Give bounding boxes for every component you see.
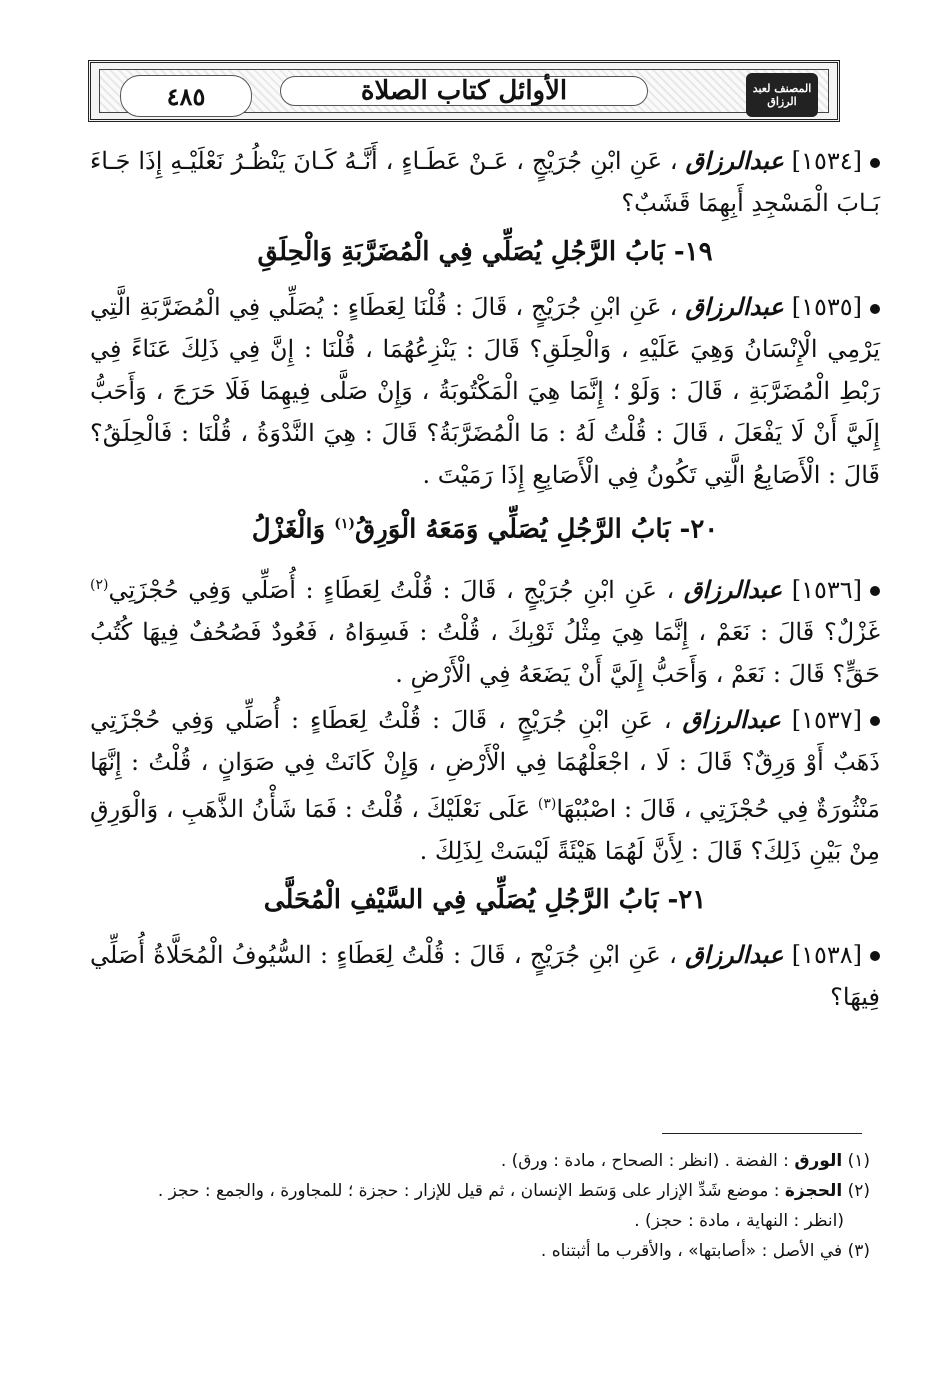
footnote-term: الحجزة bbox=[784, 1181, 843, 1201]
page-header bbox=[88, 60, 840, 122]
footnote-divider bbox=[662, 1133, 862, 1134]
hadith-1534 bbox=[90, 140, 880, 224]
hadith-number: [١٥٣٤] bbox=[791, 147, 862, 175]
hadith-text: ، عَنِ ابْنِ جُرَيْجٍ ، قَالَ : قُلْتُ لِعَطَاءٍ : السُّيُوفُ الْمُحَلَّاةُ أُصَلِّي فِيهَا؟ bbox=[90, 940, 880, 1011]
footnote-marker: (٣) bbox=[537, 795, 557, 812]
hadith-text: ، عَنِ ابْنِ جُرَيْجٍ ، قَالَ : قُلْتُ لِعَطَاءٍ : أُصَلِّي وَفِي حُجْزَتِي ذَهَبٌ أَوْ وَرِقٌ؟ قَالَ : لَا ، اجْعَلْهُمَا فِي الْأَرْضِ ، وَإِنْ كَانَتْ فِي صَوَانٍ ، قُلْتُ : إِنَّهَا مَنْثُورَةٌ فِي حُجْزَتِي ، قَالَ : اصْبُبْهَا bbox=[90, 705, 880, 823]
footnote-2-continued: (انظر : النهاية ، مادة : حجز) . bbox=[634, 1211, 844, 1231]
running-title-box bbox=[280, 76, 648, 106]
footnote-text: : الفضة . (انظر : الصحاح ، مادة : ورق) . bbox=[500, 1151, 795, 1171]
narrator-name: عبدالرزاق bbox=[682, 704, 781, 734]
page-number: ٤٨٥ bbox=[120, 75, 252, 117]
hadith-text: ، عَنِ ابْنِ جُرَيْجٍ ، قَالَ : قُلْتُ لِعَطَاءٍ : أُصَلِّي وَفِي حُجْزَتِي bbox=[108, 575, 675, 604]
hadith-1536 bbox=[90, 564, 880, 695]
chapter-title-tail: وَالْغَزْلُ bbox=[251, 514, 335, 545]
chapter-heading-20 bbox=[90, 502, 880, 552]
hadith-text-cont: غَزْلٌ؟ قَالَ : نَعَمْ ، إِنَّمَا هِيَ مِثْلُ ثَوْبِكَ ، قُلْتُ : فَسِوَاهُ ، فَعُودٌ فَصُحُفٌ فِيهَا كُتُبُ حَقٍّ؟ قَالَ : نَعَمْ ، وَأَحَبُّ إِلَيَّ أَنْ يَضَعَهُ فِي الْأَرْضِ . bbox=[90, 617, 880, 688]
main-text bbox=[90, 140, 880, 1022]
hadith-number: [١٥٣٧] bbox=[791, 705, 862, 734]
hadith-number: [١٥٣٨] bbox=[791, 940, 863, 969]
footnote-marker: (٢) bbox=[90, 576, 109, 593]
narrator-name: عبدالرزاق bbox=[685, 146, 784, 175]
footnote-1 bbox=[90, 1146, 870, 1176]
hadith-number: [١٥٣٥] bbox=[791, 293, 862, 321]
hadith-text: ، عَنِ ابْنِ جُرَيْجٍ ، عَـنْ عَطَـاءٍ ، أَنَّـهُ كَـانَ يَنْظُـرُ نَعْلَيْـهِ إِذَا جَـاءَ بَـابَ الْمَسْجِدِ أَبِهِمَا قَشَبٌ؟ bbox=[90, 147, 880, 217]
narrator-name: عبدالرزاق bbox=[685, 939, 784, 969]
footnote-text: : موضع شَدِّ الإزار على وَسَط الإنسان ، ثم قيل للإزار : حجزة ؛ للمجاورة ، والجمع : حجز . bbox=[157, 1181, 785, 1201]
hadith-text: ، عَنِ ابْنِ جُرَيْجٍ ، قَالَ : قُلْنَا لِعَطَاءٍ : يُصَلِّي فِي الْمُضَرَّبَةِ الَّتِي يَرْمِي الْإِنْسَانُ وَهِيَ عَلَيْهِ ، وَالْحِلَقِ؟ قَالَ : يَنْزِعُهُمَا ، قُلْنَا : إِنَّ فِي ذَلِكَ عَنَاءً فِي رَبْطِ الْمُضَرَّبَةِ ، قَالَ : وَلَوْ ؛ إِنَّمَا هِيَ الْمَكْتُوبَةُ ، وَإِنْ صَلَّى فِيهِمَا فَلَا حَرَجَ ، وَأَحَبُّ إِلَيَّ أَنْ لَا يَفْعَلَ ، قَالَ : قُلْتُ لَهُ : مَا الْمُضَرَّبَةُ؟ قَالَ : هِيَ النَّدْوَةُ ، قُلْنَا : فَالْحِلَقُ؟ قَالَ : الْأَصَابِعُ الَّتِي تَكُونُ فِي الْأَصَابِعِ إِذَا رَمَيْتَ . bbox=[90, 293, 880, 489]
hadith-1537 bbox=[90, 699, 880, 872]
header-ornament-border bbox=[99, 69, 829, 113]
narrator-name: عبدالرزاق bbox=[683, 574, 783, 604]
hadith-number: [١٥٣٦] bbox=[791, 575, 862, 604]
hadith-1538 bbox=[90, 934, 880, 1018]
bullet-icon bbox=[870, 158, 880, 168]
footnote-number: (٣) bbox=[847, 1241, 870, 1261]
footnote-number: (١) bbox=[847, 1151, 870, 1171]
bullet-icon bbox=[870, 951, 880, 961]
book-logo: المصنف لعبد الرزاق bbox=[746, 73, 818, 117]
chapter-heading-21: ٢١- بَابُ الرَّجُلِ يُصَلِّي فِي السَّيْفِ الْمُحَلَّى bbox=[263, 884, 707, 915]
running-title: الأوائل كتاب الصلاة bbox=[360, 76, 568, 106]
footnote-number: (٢) bbox=[847, 1181, 870, 1201]
footnote-marker: (١) bbox=[334, 516, 356, 532]
chapter-title: ٢٠- بَابُ الرَّجُلِ يُصَلِّي وَمَعَهُ الْوَرِقُ bbox=[355, 514, 719, 545]
footnote-term: الورق bbox=[794, 1151, 843, 1171]
footnote-2 bbox=[90, 1176, 870, 1206]
footnotes bbox=[90, 1146, 870, 1266]
chapter-heading-19: ١٩- بَابُ الرَّجُلِ يُصَلِّي فِي الْمُضَرَّبَةِ وَالْحِلَقِ bbox=[257, 237, 713, 267]
bullet-icon bbox=[870, 304, 880, 314]
bullet-icon bbox=[870, 586, 880, 596]
footnote-3 bbox=[90, 1236, 870, 1266]
narrator-name: عبدالرزاق bbox=[685, 292, 784, 321]
footnote-text: في الأصل : «أصابتها» ، والأقرب ما أثبتناه . bbox=[540, 1241, 848, 1261]
bullet-icon bbox=[870, 716, 880, 726]
hadith-text-cont: عَلَى نَعْلَيْكَ ، قُلْتُ : فَمَا شَأْنُ الذَّهَبِ ، وَالْوَرِقِ مِنْ بَيْنِ ذَلِكَ؟ قَالَ : لِأَنَّ لَهُمَا هَيْئَةً لَيْسَتْ لِذَلِكَ . bbox=[90, 794, 880, 865]
hadith-1535 bbox=[90, 286, 880, 496]
